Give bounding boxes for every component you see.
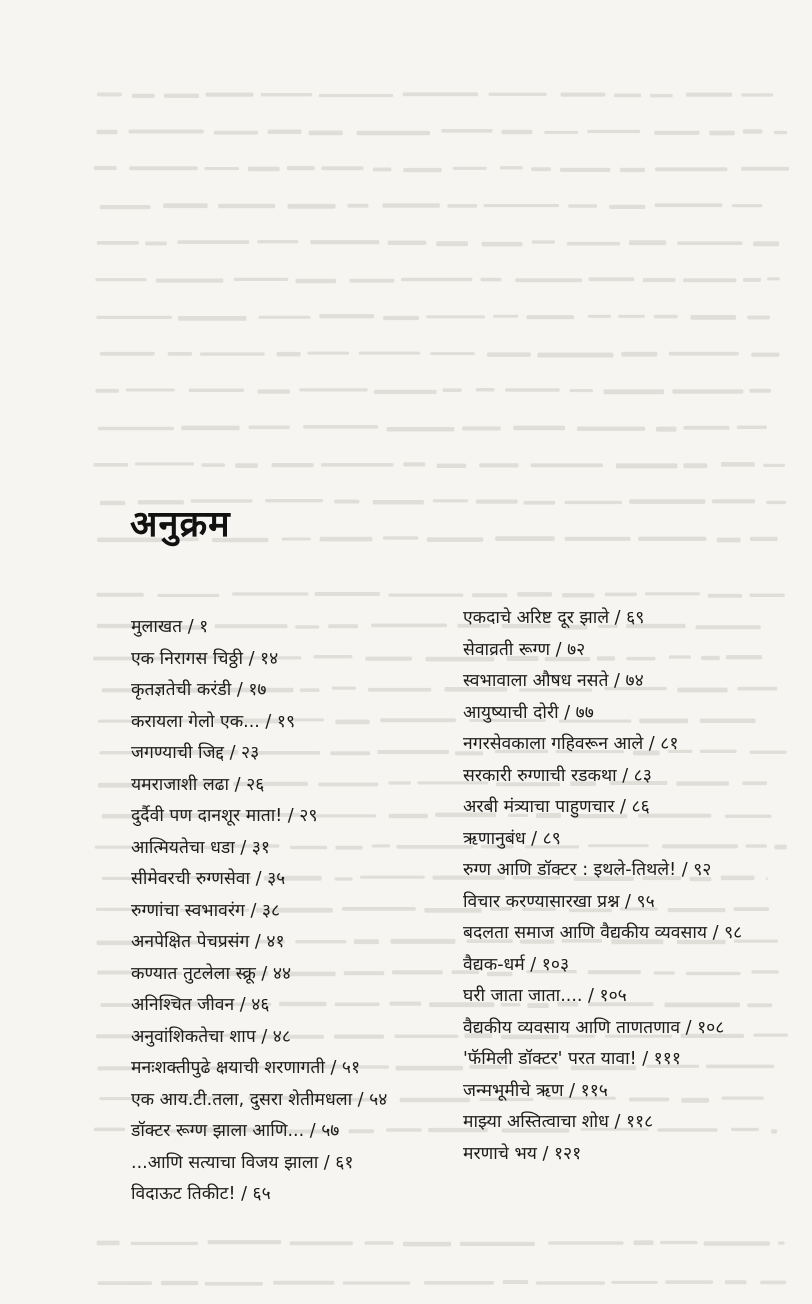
show-through-stroke [433,499,469,502]
show-through-stroke [258,389,290,393]
show-through-stroke [750,594,785,598]
show-through-stroke [672,389,743,393]
show-through-stroke [178,316,247,321]
list-item: 'फॅमिली डॉक्टर' परत यावा! / १११ [463,1049,681,1069]
show-through-stroke [426,315,485,318]
show-through-stroke [315,592,381,596]
list-item: घरी जाता जाता.... / १०५ [463,986,627,1006]
show-through-stroke [604,389,664,394]
show-through-stroke [629,499,705,504]
show-through-stroke [95,278,146,281]
list-item: आयुष्याची दोरी / ७७ [463,702,594,723]
show-through-stroke [403,92,478,96]
list-item: अनपेक्षित पेचप्रसंग / ४१ [131,932,285,952]
show-through-stroke [766,501,786,504]
show-through-stroke [690,315,736,320]
show-through-stroke [517,592,552,597]
show-through-stroke [753,241,779,246]
show-through-stroke [614,94,641,98]
show-through-stroke [712,499,755,503]
show-through-stroke [214,131,258,135]
show-through-stroke [248,167,280,172]
show-through-stroke [453,167,487,170]
show-through-stroke [654,315,678,319]
show-through-stroke [265,499,323,502]
show-through-stroke [643,278,676,282]
show-through-stroke [347,204,368,208]
show-through-stroke [364,1241,393,1245]
show-through-stroke [427,537,484,542]
list-item: रुग्ण आणि डॉक्टर : इथले-तिथले! / ९२ [463,860,712,880]
show-through-stroke [206,93,254,97]
show-through-stroke [479,463,518,467]
show-through-stroke [462,426,501,430]
show-through-stroke [480,278,501,282]
show-through-stroke [669,352,739,356]
list-item: सीमेवरची रुग्णसेवा / ३५ [131,869,286,889]
show-through-stroke [373,500,424,505]
show-through-stroke [655,167,727,171]
list-item: अनुवांशिकतेचा शाप / ४८ [131,1026,291,1047]
show-through-stroke [436,241,468,246]
show-through-stroke [201,463,225,467]
list-item: एक आय.टी.तला, दुसरा शेतीमधला / ५४ [131,1089,388,1110]
list-item: ऋणानुबंध / ८९ [463,828,561,849]
list-item: दुर्दैवी पण दानशूर माता! / २९ [131,806,318,826]
show-through-stroke [164,94,199,98]
show-through-stroke [235,463,258,468]
show-through-stroke [741,93,773,96]
show-through-stroke [100,352,155,356]
show-through-stroke [129,130,204,134]
show-through-stroke [129,166,198,170]
show-through-stroke [100,501,125,506]
show-through-stroke [655,203,723,207]
list-item: सरकारी रुग्णाची रडकथा / ८३ [463,765,652,786]
list-item: वैद्यक-धर्म / १०३ [463,954,570,975]
show-through-stroke [403,1242,451,1247]
show-through-stroke [94,463,129,467]
list-item: रुग्णांचा स्वभावरंग / ३८ [131,900,281,921]
list-item: एक निरागस चिठ्ठी / १४ [131,648,279,669]
show-through-stroke [94,1128,125,1132]
show-through-stroke [403,168,441,172]
show-through-stroke [526,315,574,319]
show-through-stroke [656,427,677,432]
show-through-stroke [482,242,523,247]
show-through-stroke [447,204,477,208]
show-through-stroke [577,427,645,431]
list-item: माझ्या अस्तित्वाचा शोध / ११८ [463,1112,654,1132]
list-item: जगण्याची जिद्द / २३ [131,743,260,763]
show-through-stroke [343,1281,411,1284]
show-through-stroke [257,240,298,243]
show-through-stroke [717,538,741,543]
show-through-stroke [319,314,374,318]
show-through-stroke [310,240,379,244]
show-through-stroke [472,593,507,597]
show-through-stroke [383,536,419,539]
show-through-stroke [97,241,139,245]
show-through-stroke [500,166,523,169]
show-through-stroke [532,240,555,243]
show-through-stroke [388,594,463,597]
show-through-stroke [299,388,368,391]
show-through-stroke [741,167,789,171]
show-through-stroke [98,1281,153,1285]
show-through-stroke [430,352,475,355]
list-item: करायला गेलो एक... / १९ [131,711,296,732]
show-through-stroke [189,389,244,393]
list-item: आत्मियतेचा धडा / ३१ [131,837,271,858]
show-through-stroke [181,426,239,431]
show-through-stroke [383,316,419,320]
show-through-stroke [747,316,770,320]
show-through-stroke [645,592,700,595]
show-through-stroke [562,593,594,597]
show-through-stroke [760,1281,786,1285]
show-through-stroke [349,279,394,283]
show-through-stroke [307,352,349,355]
show-through-stroke [204,167,239,170]
list-item: वैद्यकीय व्यवसाय आणि ताणतणाव / १०८ [463,1017,725,1038]
show-through-stroke [763,464,785,467]
show-through-stroke [97,1241,120,1246]
show-through-stroke [650,94,673,98]
show-through-stroke [683,278,736,282]
show-through-stroke [751,353,779,357]
list-item: मरणाचे भय / १२१ [463,1143,582,1164]
show-through-stroke [261,93,313,96]
show-through-stroke [686,93,732,97]
show-through-stroke [321,166,363,170]
show-through-stroke [505,388,560,392]
show-through-stroke [565,537,631,541]
show-through-stroke [513,426,565,431]
show-through-stroke [544,131,578,134]
list-item: कृतज्ञतेची करंडी / १७ [131,680,267,700]
show-through-stroke [654,131,699,135]
list-item: स्वभावाला औषध नसते / ७४ [463,671,644,691]
show-through-stroke [373,168,392,172]
show-through-stroke [295,279,336,284]
show-through-stroke [208,1240,282,1244]
show-through-stroke [495,536,555,541]
show-through-stroke [100,205,151,209]
show-through-stroke [605,593,637,597]
page-title: अनुक्रम [130,504,231,545]
show-through-stroke [441,129,492,133]
list-item: डॉक्टर रूग्ण झाला आणि... / ५७ [131,1121,340,1141]
show-through-stroke [487,352,531,357]
show-through-stroke [403,462,425,466]
show-through-stroke [493,315,518,318]
list-item: विचार करण्यासारखा प्रश्न / ९५ [463,891,655,912]
show-through-stroke [568,204,597,208]
show-through-stroke [401,278,472,282]
show-through-stroke [309,131,343,136]
show-through-stroke [96,316,172,319]
show-through-stroke [536,1281,605,1284]
show-through-stroke [168,352,192,356]
show-through-stroke [177,240,249,244]
show-through-stroke [621,352,657,357]
show-through-stroke [249,426,290,430]
show-through-stroke [531,463,603,467]
show-through-stroke [737,426,767,430]
show-through-stroke [145,242,167,246]
show-through-stroke [560,168,610,172]
show-through-stroke [98,427,174,431]
show-through-stroke [424,1281,494,1285]
show-through-stroke [135,462,194,465]
show-through-stroke [633,1240,653,1245]
show-through-stroke [524,501,556,505]
show-through-stroke [611,1281,658,1284]
show-through-stroke [638,537,706,541]
show-through-stroke [565,501,623,504]
show-through-stroke [515,278,582,282]
show-through-stroke [683,463,707,468]
list-item: ...आणि सत्याचा विजय झाला / ६१ [131,1152,354,1173]
show-through-stroke [288,204,336,209]
show-through-stroke [732,204,763,207]
show-through-stroke [277,352,301,357]
show-through-stroke [218,204,275,209]
show-through-stroke [778,1241,785,1244]
show-through-stroke [743,129,763,133]
show-through-stroke [476,388,495,392]
show-through-stroke [157,594,219,597]
show-through-stroke [531,167,551,171]
show-through-stroke [609,205,645,209]
show-through-stroke [303,425,378,429]
show-through-stroke [537,353,613,358]
show-through-stroke [749,389,771,393]
show-through-stroke [503,1280,529,1284]
list-item: कण्यात तुटलेला स्क्रू / ४४ [131,963,292,984]
show-through-stroke [665,1280,713,1284]
show-through-stroke [290,1241,353,1245]
contents-list-left [131,612,461,1211]
show-through-stroke [767,277,780,280]
show-through-stroke [359,352,421,355]
show-through-stroke [287,166,315,170]
show-through-stroke [163,203,207,208]
show-through-stroke [570,389,594,392]
show-through-stroke [708,594,742,598]
show-through-stroke [259,316,311,319]
show-through-stroke [161,1281,198,1285]
show-through-stroke [374,390,437,394]
show-through-stroke [750,537,778,541]
show-through-stroke [683,426,729,430]
show-through-stroke [677,241,742,245]
list-item: एकदाचे अरिष्ट दूर झाले / ६९ [463,608,645,628]
list-item: अरबी मंत्र्याचा पाहुणचार / ८६ [463,797,650,817]
show-through-stroke [704,1241,770,1245]
show-through-stroke [388,241,427,246]
list-item: मनःशक्तीपुढे क्षयाची शरणागती / ५१ [131,1058,361,1078]
show-through-stroke [387,427,455,432]
show-through-stroke [743,278,761,282]
show-through-stroke [548,1241,624,1244]
show-through-stroke [561,93,606,97]
show-through-stroke [205,1282,263,1286]
contents-list-right [463,603,808,1170]
show-through-stroke [321,463,394,467]
show-through-stroke [200,352,265,355]
show-through-stroke [709,131,735,136]
show-through-stroke [616,463,678,468]
list-item: अनिश्चित जीवन / ४६ [131,995,270,1015]
show-through-stroke [156,279,224,283]
show-through-stroke [94,166,117,170]
show-through-stroke [443,388,462,392]
show-through-stroke [618,315,645,318]
show-through-stroke [282,538,311,541]
show-through-stroke [437,464,467,468]
list-item: बदलता समाज आणि वैद्यकीय व्यवसाय / ९८ [463,923,743,943]
list-item: नगरसेवकाला गहिवरून आले / ८१ [463,734,679,754]
show-through-stroke [476,500,518,504]
show-through-stroke [587,130,640,133]
show-through-stroke [319,94,393,97]
show-through-stroke [126,389,175,392]
show-through-stroke [234,278,289,281]
show-through-stroke [131,1242,198,1245]
show-through-stroke [774,131,787,135]
list-item: मुलाखत / १ [131,617,209,637]
list-item: सेवाव्रती रूग्ण / ७२ [463,639,586,660]
show-through-stroke [460,1242,535,1246]
show-through-stroke [589,277,635,281]
show-through-stroke [660,1241,698,1244]
show-through-stroke [97,93,122,97]
show-through-stroke [272,463,314,467]
list-item: जन्मभूमीचे ऋण / ११५ [463,1080,608,1101]
show-through-stroke [97,593,144,597]
show-through-stroke [132,94,155,98]
show-through-stroke [501,130,532,134]
show-through-stroke [620,168,645,172]
show-through-stroke [334,500,359,504]
show-through-stroke [588,315,611,318]
show-through-stroke [273,1281,334,1285]
show-through-stroke [97,130,118,134]
show-through-stroke [357,131,431,136]
show-through-stroke [484,204,560,207]
show-through-stroke [725,1280,747,1284]
list-item: यमराजाशी लढा / २६ [131,774,265,795]
list-item: विदाऊट तिकीट! / ६५ [131,1184,271,1204]
show-through-stroke [629,240,666,245]
show-through-stroke [488,93,546,96]
show-through-stroke [96,389,120,393]
show-through-stroke [382,203,440,207]
show-through-stroke [268,130,302,135]
show-through-stroke [320,537,373,542]
show-through-stroke [567,242,620,246]
show-through-stroke [232,592,309,595]
show-through-stroke [721,462,755,467]
